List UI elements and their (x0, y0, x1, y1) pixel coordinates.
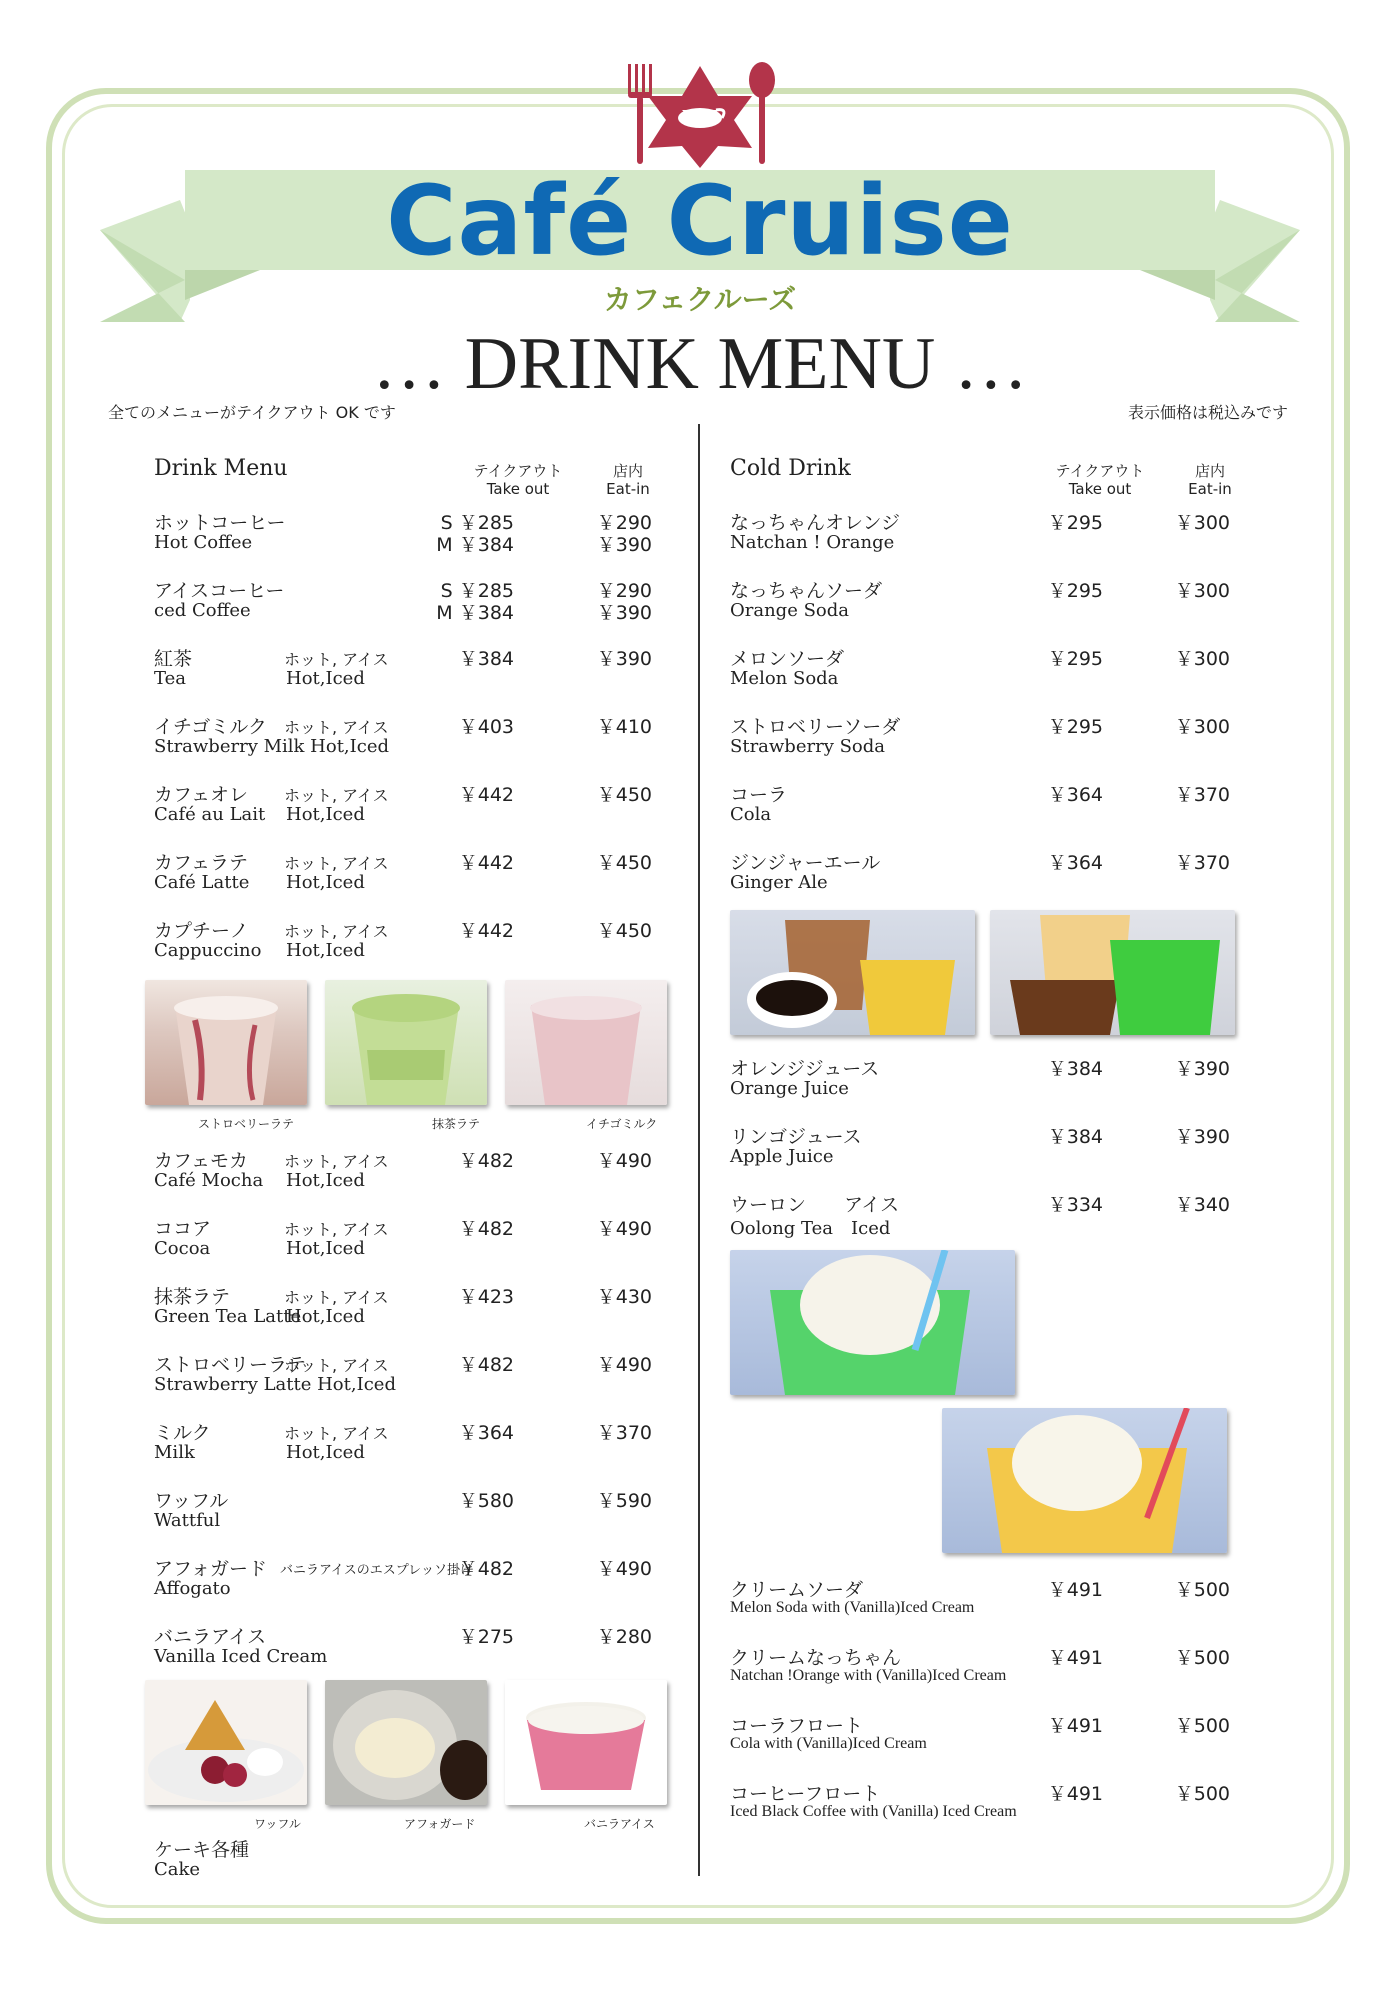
item-name-jp: なっちゃんオレンジ (730, 512, 901, 534)
left-hdr-takeout (468, 462, 568, 498)
item-option-jp: ホット, アイス (284, 1424, 389, 1443)
item-name-jp: メロンソーダ (730, 648, 845, 670)
item-name-en: Cola with (Vanilla)Iced Cream (730, 1735, 927, 1752)
item-name-en: Cappuccino (154, 940, 262, 961)
item-option-jp: ホット, アイス (284, 1356, 389, 1375)
eatin-price: ￥300 (1174, 716, 1230, 738)
item-option-en: Hot,Iced (286, 1442, 365, 1463)
cold-drinks-photo-2 (990, 910, 1235, 1035)
item-name-en: Café Latte (154, 872, 250, 893)
menu-item (154, 508, 674, 568)
menu-item (730, 1711, 1250, 1771)
takeout-price: ￥295 (1047, 716, 1103, 738)
eatin-price: ￥290 (596, 580, 652, 602)
takeout-price: ￥491 (1047, 1715, 1103, 1737)
eatin-price: ￥370 (1174, 852, 1230, 874)
item-name-en: Green Tea Latte (154, 1306, 302, 1327)
strawberry-milk-photo (505, 980, 667, 1105)
cafe-title: Café Cruise (386, 165, 1014, 277)
item-name-jp: バニラアイス (154, 1626, 267, 1648)
photo-caption: ストロベリーラテ (198, 1117, 295, 1131)
cafe-subtitle-jp: カフェクルーズ (603, 283, 797, 316)
photo-caption: 抹茶ラテ (432, 1117, 481, 1131)
cream-soda-photo (730, 1250, 1015, 1395)
item-name-jp: カフェラテ (154, 852, 249, 874)
left-heading: Drink Menu (154, 456, 288, 481)
cream-orange-photo (942, 1408, 1227, 1553)
eatin-price-m: ￥390 (596, 602, 652, 624)
eatin-price: ￥490 (596, 1558, 652, 1580)
item-name-en: Melon Soda (730, 668, 839, 689)
menu-item (730, 644, 1250, 704)
takeout-price: ￥442 (458, 784, 514, 806)
eatin-price: ￥340 (1174, 1194, 1230, 1216)
eatin-price: ￥490 (596, 1218, 652, 1240)
hdr-eatin-jp: 店内 (612, 462, 643, 480)
takeout-price: ￥384 (1047, 1126, 1103, 1148)
takeout-price: ￥275 (458, 1626, 514, 1648)
takeout-price: ￥295 (1047, 580, 1103, 602)
item-name-en: ced Coffee (154, 600, 251, 621)
takeout-price: ￥384 (1047, 1058, 1103, 1080)
menu-item (730, 1779, 1250, 1839)
menu-item (730, 1054, 1250, 1114)
menu-item (154, 1214, 674, 1274)
takeout-price: ￥491 (1047, 1647, 1103, 1669)
item-name-en: Cake (154, 1859, 201, 1880)
item-option-jp: ホット, アイス (284, 1152, 389, 1171)
item-name-jp: オレンジジュース (730, 1058, 880, 1080)
item-name-en: Melon Soda with (Vanilla)Iced Cream (730, 1599, 975, 1616)
takeout-price: ￥334 (1047, 1194, 1103, 1216)
takeout-note: 全てのメニューがテイクアウト OK です (108, 403, 396, 422)
menu-item (730, 780, 1250, 840)
item-name-en: Tea (154, 668, 186, 689)
eatin-price: ￥450 (596, 920, 652, 942)
item-option-jp: ホット, アイス (284, 1288, 389, 1307)
right-hdr-eatin (1170, 462, 1250, 498)
item-name-jp: ココア (154, 1218, 212, 1240)
item-name-jp: カフェオレ (154, 784, 249, 806)
takeout-price: S ￥285 (440, 580, 514, 602)
item-option-en: Hot,Iced (286, 804, 365, 825)
eatin-price: ￥300 (1174, 580, 1230, 602)
takeout-price: ￥580 (458, 1490, 514, 1512)
cold-drinks-photo-1 (730, 910, 975, 1035)
item-name-en: Cola (730, 804, 772, 825)
menu-item (730, 1190, 1250, 1250)
item-name-jp: リンゴジュース (730, 1126, 862, 1148)
item-name-en: Wattful (154, 1510, 221, 1531)
item-option-jp: ホット, アイス (284, 650, 389, 669)
menu-item (154, 848, 674, 908)
eatin-price: ￥590 (596, 1490, 652, 1512)
takeout-price: ￥423 (458, 1286, 514, 1308)
item-name-en: Café Mocha (154, 1170, 264, 1191)
menu-item (154, 780, 674, 840)
eatin-price: ￥450 (596, 784, 652, 806)
item-option-jp: ホット, アイス (284, 718, 389, 737)
item-name-jp: コーラ (730, 784, 788, 806)
menu-item (730, 712, 1250, 772)
eatin-price: ￥450 (596, 852, 652, 874)
takeout-price: ￥295 (1047, 512, 1103, 534)
hdr-takeout-jp: テイクアウト (473, 462, 563, 480)
item-option-en: Hot,Iced (286, 1170, 365, 1191)
item-name-en: Iced Black Coffee with (Vanilla) Iced Cream (730, 1803, 1017, 1820)
eatin-price: ￥500 (1174, 1783, 1230, 1805)
takeout-price-m: M ￥384 (436, 534, 514, 556)
item-name-en: Natchan ! Orange (730, 532, 895, 553)
takeout-price: ￥364 (1047, 852, 1103, 874)
takeout-price: ￥482 (458, 1354, 514, 1376)
takeout-price: ￥482 (458, 1558, 514, 1580)
hdr-takeout-en: Take out (486, 480, 550, 498)
column-divider (698, 424, 700, 1876)
eatin-price: ￥370 (596, 1422, 652, 1444)
item-name-jp: 紅茶 (154, 648, 193, 670)
menu-item (730, 508, 1250, 568)
item-name-jp: ケーキ各種 (154, 1839, 250, 1861)
photo-caption: イチゴミルク (586, 1117, 658, 1131)
right-heading: Cold Drink (730, 456, 851, 481)
item-option-jp: ホット, アイス (284, 1220, 389, 1239)
affogato-photo (325, 1680, 487, 1805)
eatin-price: ￥390 (1174, 1058, 1230, 1080)
item-name-jp: ジンジャーエール (730, 852, 881, 874)
item-name-jp: ストロベリーラテ (154, 1354, 307, 1376)
eatin-price-m: ￥390 (596, 534, 652, 556)
matcha-latte-photo (325, 980, 487, 1105)
eatin-price: ￥390 (596, 648, 652, 670)
item-name-en: Oolong Tea Iced (730, 1218, 891, 1239)
takeout-price: ￥491 (1047, 1579, 1103, 1601)
takeout-price: ￥482 (458, 1218, 514, 1240)
waffle-photo (145, 1680, 307, 1805)
takeout-price: ￥403 (458, 716, 514, 738)
takeout-price: ￥364 (1047, 784, 1103, 806)
item-name-en: Strawberry Latte Hot,Iced (154, 1374, 396, 1395)
eatin-price: ￥300 (1174, 648, 1230, 670)
strawberry-latte-photo (145, 980, 307, 1105)
item-name-jp: ミルク (154, 1422, 211, 1444)
item-name-en: Hot Coffee (154, 532, 253, 553)
hdr-eatin-jp: 店内 (1194, 462, 1225, 480)
menu-item (154, 1622, 674, 1682)
eatin-price: ￥500 (1174, 1647, 1230, 1669)
item-name-en: Apple Juice (730, 1146, 834, 1167)
item-name-en: Affogato (154, 1578, 231, 1599)
eatin-price: ￥410 (596, 716, 652, 738)
item-name-jp: 抹茶ラテ (154, 1286, 231, 1308)
item-option-en: Hot,Iced (286, 872, 365, 893)
eatin-price: ￥390 (1174, 1126, 1230, 1148)
item-name-jp: コーラフロート (730, 1715, 864, 1737)
menu-item (154, 1486, 674, 1546)
menu-item (154, 916, 674, 976)
menu-item (730, 576, 1250, 636)
photo-caption: ワッフル (254, 1817, 301, 1831)
item-name-jp: ストロベリーソーダ (730, 716, 901, 738)
item-name-jp: ホットコーヒー (154, 512, 286, 534)
item-option-jp: ホット, アイス (284, 854, 389, 873)
menu-title: … DRINK MENU … (372, 323, 1028, 405)
menu-item (154, 1350, 674, 1410)
item-name-en: Orange Soda (730, 600, 850, 621)
photo-caption: バニラアイス (584, 1817, 655, 1831)
menu-item (730, 848, 1250, 908)
item-name-jp: イチゴミルク (154, 716, 267, 738)
takeout-price: ￥491 (1047, 1783, 1103, 1805)
takeout-price: ￥482 (458, 1150, 514, 1172)
menu-item (730, 1643, 1250, 1703)
item-option-jp: ホット, アイス (284, 786, 389, 805)
item-name-en: Orange Juice (730, 1078, 849, 1099)
menu-item (154, 1554, 674, 1614)
menu-item (730, 1122, 1250, 1182)
eatin-price: ￥490 (596, 1150, 652, 1172)
item-option-jp: バニラアイスのエスプレッソ掛け (280, 1563, 474, 1578)
eatin-price: ￥370 (1174, 784, 1230, 806)
item-name-en: Strawberry Soda (730, 736, 886, 757)
item-option-en: Hot,Iced (286, 668, 365, 689)
eatin-price: ￥280 (596, 1626, 652, 1648)
menu-item (730, 1575, 1250, 1635)
item-name-jp: ワッフル (154, 1490, 229, 1512)
menu-item (154, 1282, 674, 1342)
item-name-jp: コーヒーフロート (730, 1783, 881, 1805)
eatin-price: ￥290 (596, 512, 652, 534)
takeout-price: ￥442 (458, 920, 514, 942)
menu-item (154, 644, 674, 704)
item-name-en: Ginger Ale (730, 872, 828, 893)
item-option-en: Hot,Iced (286, 1306, 365, 1327)
eatin-price: ￥500 (1174, 1579, 1230, 1601)
item-name-jp: カプチーノ (154, 920, 249, 942)
menu-item (154, 576, 674, 636)
item-name-jp: ウーロン アイス (730, 1194, 900, 1216)
item-option-jp: ホット, アイス (284, 922, 389, 941)
takeout-price: ￥364 (458, 1422, 514, 1444)
item-name-en: Café au Lait (154, 804, 266, 825)
right-hdr-takeout (1050, 462, 1150, 498)
item-name-jp: アフォガード (154, 1558, 268, 1580)
photo-caption: アフォガード (404, 1817, 476, 1831)
takeout-price-m: M ￥384 (436, 602, 514, 624)
eatin-price: ￥500 (1174, 1715, 1230, 1737)
menu-item (154, 1418, 674, 1478)
item-name-jp: アイスコーヒー (154, 580, 285, 602)
takeout-price: ￥384 (458, 648, 514, 670)
item-name-en: Milk (154, 1442, 195, 1463)
item-name-jp: カフェモカ (154, 1150, 249, 1172)
item-name-en: Vanilla Iced Cream (154, 1646, 328, 1667)
eatin-price: ￥430 (596, 1286, 652, 1308)
vanilla-ice-photo (505, 1680, 667, 1805)
menu-item (154, 712, 674, 772)
item-name-en: Natchan !Orange with (Vanilla)Iced Cream (730, 1667, 1007, 1684)
tax-note: 表示価格は税込みです (1127, 403, 1288, 422)
item-name-en: Cocoa (154, 1238, 211, 1259)
item-option-en: Hot,Iced (286, 940, 365, 961)
hdr-eatin-en: Eat-in (606, 480, 650, 498)
takeout-price: S ￥285 (440, 512, 514, 534)
item-option-en: Hot,Iced (286, 1238, 365, 1259)
menu-item (154, 1146, 674, 1206)
hdr-takeout-jp: テイクアウト (1055, 462, 1145, 480)
item-name-jp: クリームソーダ (730, 1579, 864, 1601)
eatin-price: ￥300 (1174, 512, 1230, 534)
item-name-jp: なっちゃんソーダ (730, 580, 883, 602)
hdr-eatin-en: Eat-in (1188, 480, 1232, 498)
item-name-en: Strawberry Milk Hot,Iced (154, 736, 390, 757)
takeout-price: ￥442 (458, 852, 514, 874)
takeout-price: ￥295 (1047, 648, 1103, 670)
item-name-jp: クリームなっちゃん (730, 1647, 902, 1669)
left-hdr-eatin (588, 462, 668, 498)
eatin-price: ￥490 (596, 1354, 652, 1376)
hdr-takeout-en: Take out (1068, 480, 1132, 498)
